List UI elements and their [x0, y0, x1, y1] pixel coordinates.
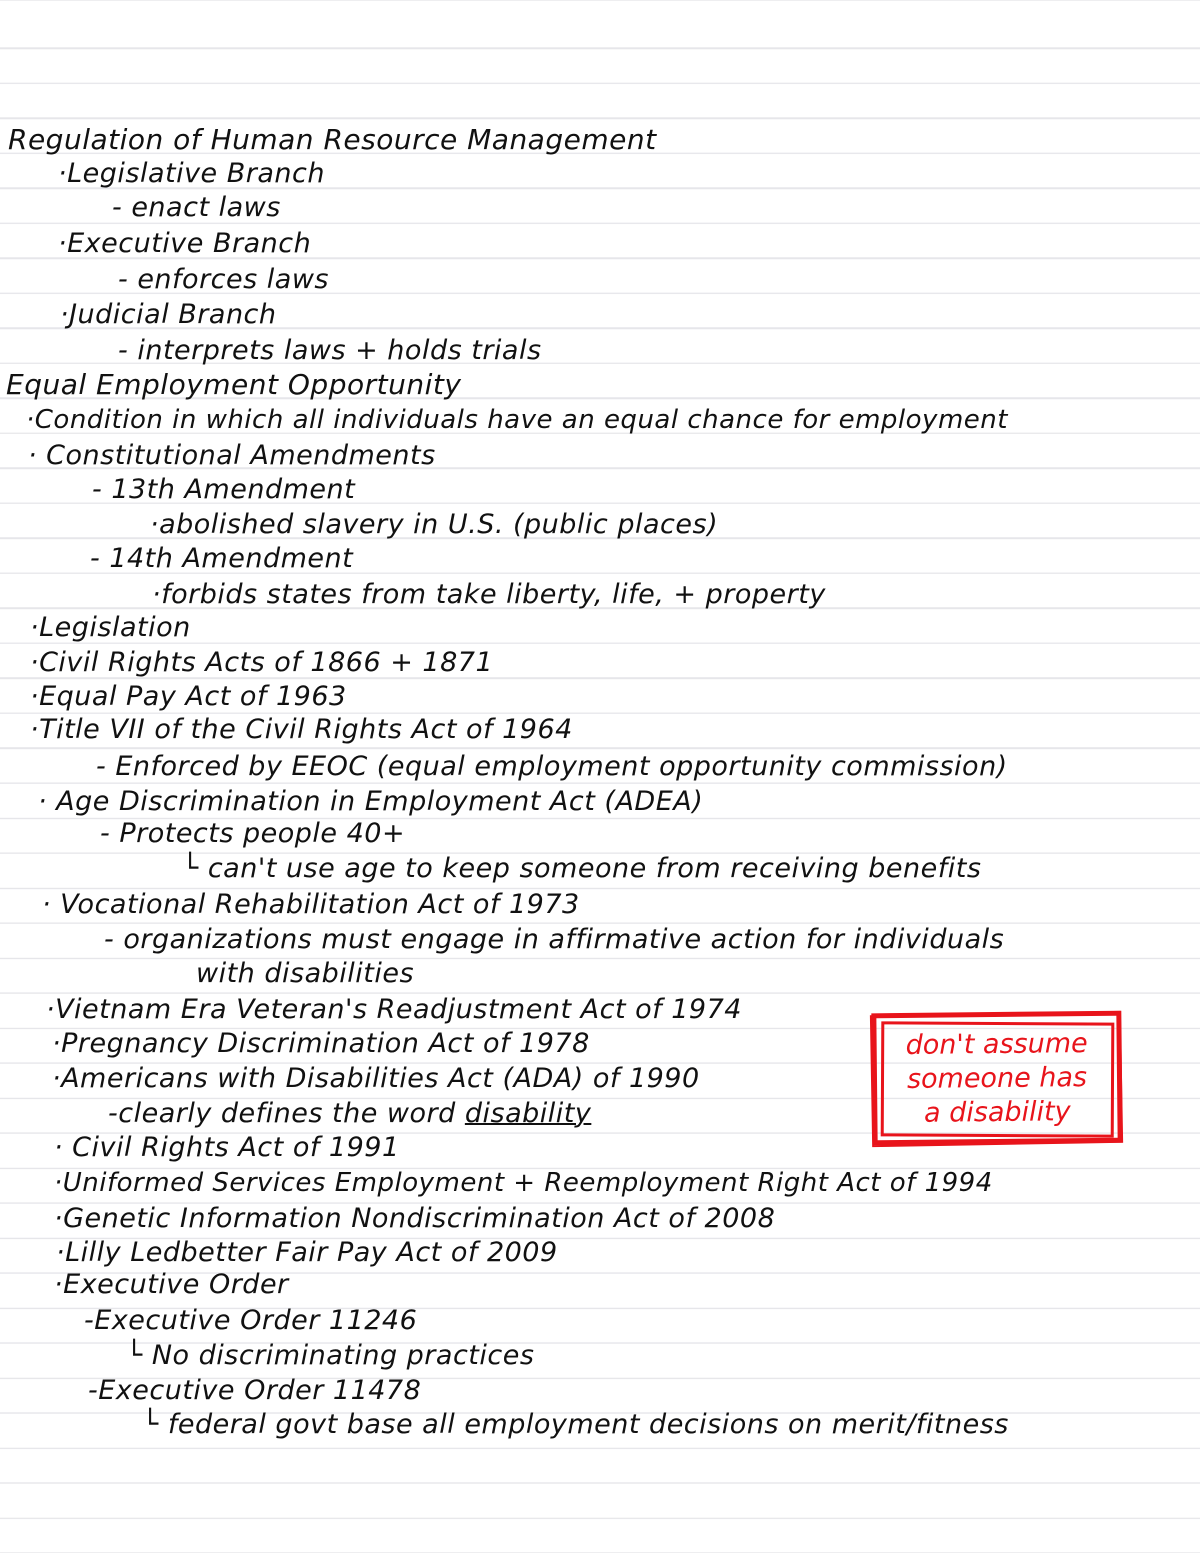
note-line: · Vocational Rehabilitation Act of 1973 [42, 889, 580, 920]
red-reminder-box [871, 1011, 1122, 1146]
note-line: ·Equal Pay Act of 1963 [30, 681, 347, 712]
note-line-text: -clearly defines the word [108, 1098, 465, 1129]
note-line [108, 1097, 591, 1131]
note-line: ·abolished slavery in U.S. (public places) [150, 509, 719, 540]
note-line: ·Civil Rights Acts of 1866 + 1871 [30, 647, 494, 678]
heading-regulation-of-hrm: Regulation of Human Resource Management [8, 123, 657, 156]
note-line: └ can't use age to keep someone from receiving benefits [182, 853, 982, 884]
note-line: ·Legislation [30, 612, 191, 643]
heading-equal-employment-opportunity: Equal Employment Opportunity [6, 368, 462, 401]
note-line: └ federal govt base all employment decisions on merit/fitness [142, 1409, 1009, 1440]
note-line: ·Lilly Ledbetter Fair Pay Act of 2009 [56, 1237, 558, 1268]
note-line: ·Title VII of the Civil Rights Act of 1964 [30, 714, 573, 745]
note-line: - enact laws [112, 192, 281, 223]
note-line: -Executive Order 11246 [84, 1305, 418, 1336]
note-line: · Age Discrimination in Employment Act (ADEA) [38, 786, 704, 817]
note-line: · Constitutional Amendments [28, 440, 436, 471]
note-line: ·Americans with Disabilities Act (ADA) of 1990 [52, 1063, 700, 1094]
underlined-word: disability [464, 1098, 592, 1129]
reminder-line: don't assume [905, 1028, 1088, 1061]
reminder-line: someone has [906, 1062, 1088, 1095]
note-line: - Protects people 40+ [100, 818, 406, 849]
note-line: ·Legislative Branch [58, 158, 325, 189]
note-line: -Executive Order 11478 [88, 1375, 422, 1406]
note-line: ·Condition in which all individuals have an equal chance for employment [26, 405, 1008, 435]
note-line: - enforces laws [118, 264, 329, 295]
note-line: - 13th Amendment [92, 474, 356, 505]
note-line: - organizations must engage in affirmative action for individuals [104, 924, 1005, 955]
note-line: ·Pregnancy Discrimination Act of 1978 [52, 1028, 590, 1059]
note-line: ·Genetic Information Nondiscrimination Act of 2008 [54, 1203, 776, 1234]
note-line: ·Judicial Branch [60, 299, 277, 330]
note-line: - 14th Amendment [90, 543, 354, 574]
note-line: with disabilities [196, 958, 415, 989]
note-line: ·forbids states from take liberty, life, + property [152, 579, 826, 610]
note-line: - Enforced by EEOC (equal employment opportunity commission) [96, 751, 1008, 782]
note-line: ·Uniformed Services Employment + Reemployment Right Act of 1994 [54, 1168, 993, 1198]
reminder-line: a disability [923, 1096, 1071, 1129]
note-line: ·Vietnam Era Veteran's Readjustment Act of 1974 [46, 994, 742, 1025]
note-line: ·Executive Order [54, 1269, 289, 1300]
note-line: · Civil Rights Act of 1991 [54, 1132, 400, 1163]
note-line: ·Executive Branch [58, 228, 312, 259]
note-line: └ No discriminating practices [126, 1340, 535, 1371]
note-line: - interprets laws + holds trials [118, 335, 542, 366]
